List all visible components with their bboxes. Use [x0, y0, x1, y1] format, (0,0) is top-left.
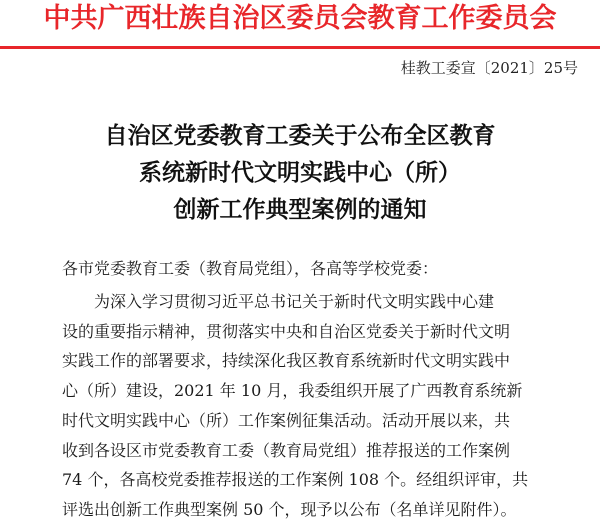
document-title	[0, 118, 600, 229]
title-line-2: 系统新时代文明实践中心（所）	[139, 160, 461, 186]
title-line-1: 自治区党委教育工委关于公布全区教育	[104, 123, 496, 149]
issuing-organization-header: 中共广西壮族自治区委员会教育工作委员会	[43, 3, 557, 34]
body-line-5: 时代文明实践中心（所）工作案例征集活动。活动开展以来，共	[62, 410, 511, 430]
title-line-3: 创新工作典型案例的通知	[173, 197, 427, 223]
body-line-4: 心（所）建设，2021 年 10 月，我委组织开展了广西教育系统新	[62, 381, 523, 401]
body-paragraph	[62, 287, 557, 525]
document-number: 桂教工委宣〔2021〕25号	[400, 59, 578, 77]
body-line-7: 74 个，各高校党委推荐报送的工作案例 108 个。经组织评审，共	[62, 470, 529, 490]
body-line-3: 实践工作的部署要求，持续深化我区教育系统新时代文明实践中	[62, 351, 511, 371]
header-red-rule	[0, 46, 600, 49]
body-line-6: 收到各设区市党委教育工委（教育局党组）推荐报送的工作案例	[62, 440, 511, 460]
body-line-2: 设的重要指示精神，贯彻落实中央和自治区党委关于新时代文明	[62, 321, 511, 341]
body-line-1: 为深入学习贯彻习近平总书记关于新时代文明实践中心建	[94, 292, 495, 311]
body-line-8: 评选出创新工作典型案例 50 个，现予以公布（名单详见附件）。	[62, 499, 517, 519]
salutation: 各市党委教育工委（教育局党组），各高等学校党委：	[62, 259, 439, 278]
